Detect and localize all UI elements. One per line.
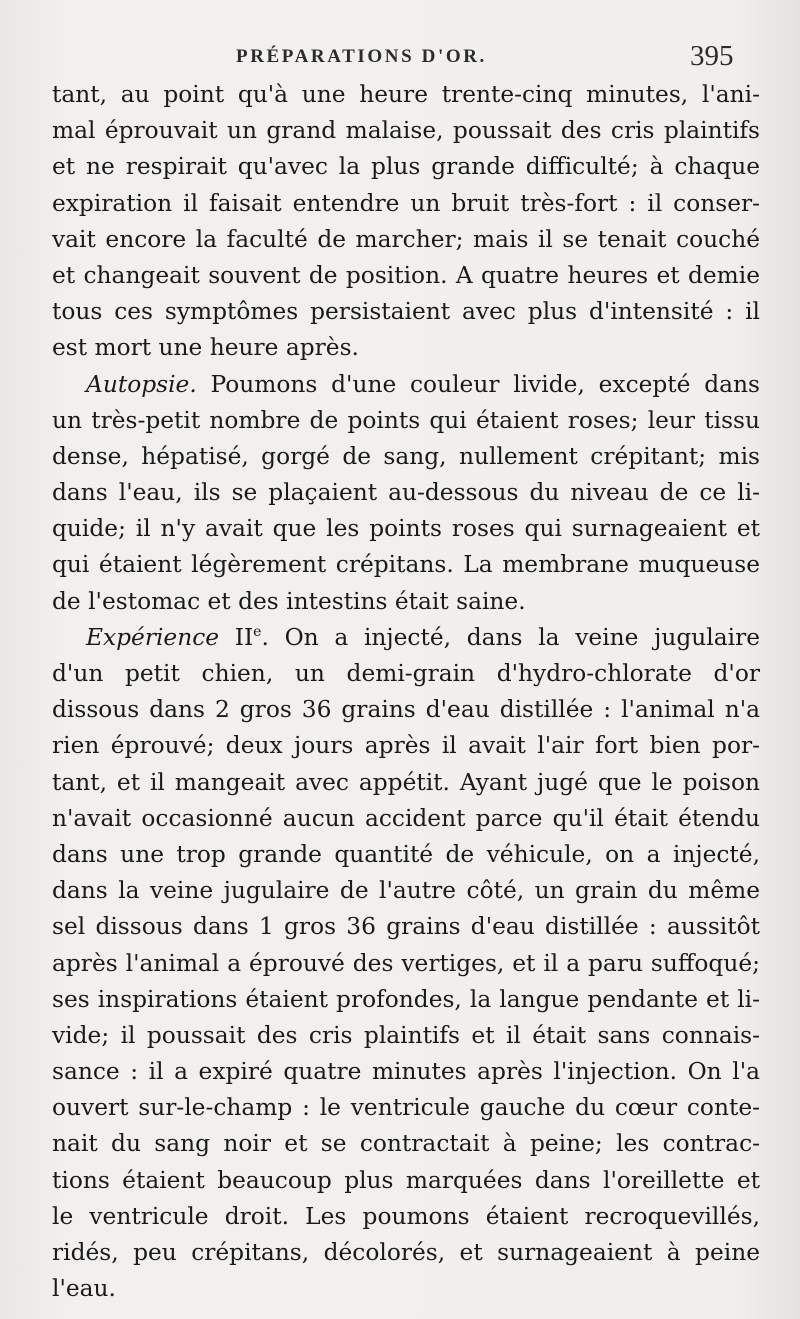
text-line: expiration il faisait entendre un bruit très-fort : il conser- <box>52 189 760 217</box>
text-line: tions étaient beaucoup plus marquées dans l'oreillette et <box>52 1166 760 1194</box>
text-line: dans une trop grande quantité de véhicule, on a injecté, <box>52 840 760 868</box>
text-line: tous ces symptômes persistaient avec plus d'intensité : il <box>52 298 760 326</box>
text-line: est mort une heure après. <box>52 334 359 362</box>
text-line: ridés, peu crépitans, décolorés, et surnageaient à peine <box>52 1239 760 1266</box>
text-line: dans la veine jugulaire de l'autre côté, un grain du même <box>52 877 760 905</box>
experiment-numeral: II <box>219 623 254 651</box>
text-line: sance : il a expiré quatre minutes après l'injection. On l'a <box>52 1058 760 1086</box>
text-line: mal éprouvait un grand malaise, poussait des cris plaintifs <box>52 117 760 145</box>
experiment-first-line: . On a injecté, dans la veine jugulaire <box>261 623 760 651</box>
text-line: vait encore la faculté de marcher; mais il se tenait couché <box>52 225 760 253</box>
text-line: dans l'eau, ils se plaçaient au-dessous du niveau de ce li- <box>52 479 760 507</box>
autopsy-paragraph-start <box>52 367 760 403</box>
text-line: après l'animal a éprouvé des vertiges, et il a paru suffoqué; <box>52 949 760 977</box>
text-line: vide; il poussait des cris plaintifs et il était sans connais- <box>52 1021 760 1049</box>
text-line: ses inspirations étaient profondes, la langue pendante et li- <box>52 985 760 1013</box>
text-line: qui étaient légèrement crépitans. La membrane muqueuse <box>52 551 760 579</box>
running-head: PRÉPARATIONS D'OR. <box>236 46 487 67</box>
body-text <box>52 77 760 1307</box>
text-line: d'un petit chien, un demi-grain d'hydro-chlorate d'or <box>52 660 760 687</box>
autopsy-heading: Autopsie. <box>86 370 197 398</box>
text-line: tant, et il mangeait avec appétit. Ayant jugé que le poison <box>52 768 760 796</box>
text-line: nait du sang noir et se contractait à peine; les contrac- <box>52 1130 760 1158</box>
text-line: et changeait souvent de position. A quatre heures et demie <box>52 261 760 289</box>
autopsy-first-line: Poumons d'une couleur livide, excepté dans <box>196 370 760 398</box>
text-line: n'avait occasionné aucun accident parce qu'il était étendu <box>52 804 760 832</box>
text-line: quide; il n'y avait que les points roses qui surnageaient et <box>52 515 760 543</box>
experiment-heading: Expérience <box>86 623 220 651</box>
text-line: sel dissous dans 1 gros 36 grains d'eau distillée : aussitôt <box>52 913 760 941</box>
text-line: l'eau. <box>52 1275 116 1303</box>
text-line: dissous dans 2 gros 36 grains d'eau distillée : l'animal n'a <box>52 696 760 724</box>
text-line: de l'estomac et des intestins était saine. <box>52 587 526 615</box>
page-header <box>0 40 800 80</box>
text-line: rien éprouvé; deux jours après il avait l'air fort bien por- <box>52 732 760 760</box>
text-line: un très-petit nombre de points qui étaient roses; leur tissu <box>52 406 760 434</box>
text-line: et ne respirait qu'avec la plus grande difficulté; à chaque <box>52 153 760 181</box>
text-line: dense, hépatisé, gorgé de sang, nullement crépitant; mis <box>52 442 760 470</box>
experiment-numeral-sup: e <box>253 624 262 641</box>
experiment-paragraph-start <box>52 620 760 656</box>
text-line: tant, au point qu'à une heure trente-cinq minutes, l'ani- <box>52 81 760 108</box>
text-line: ouvert sur-le-champ : le ventricule gauche du cœur conte- <box>52 1094 760 1122</box>
text-line: le ventricule droit. Les poumons étaient recroquevillés, <box>52 1202 760 1230</box>
page-number: 395 <box>690 40 734 72</box>
